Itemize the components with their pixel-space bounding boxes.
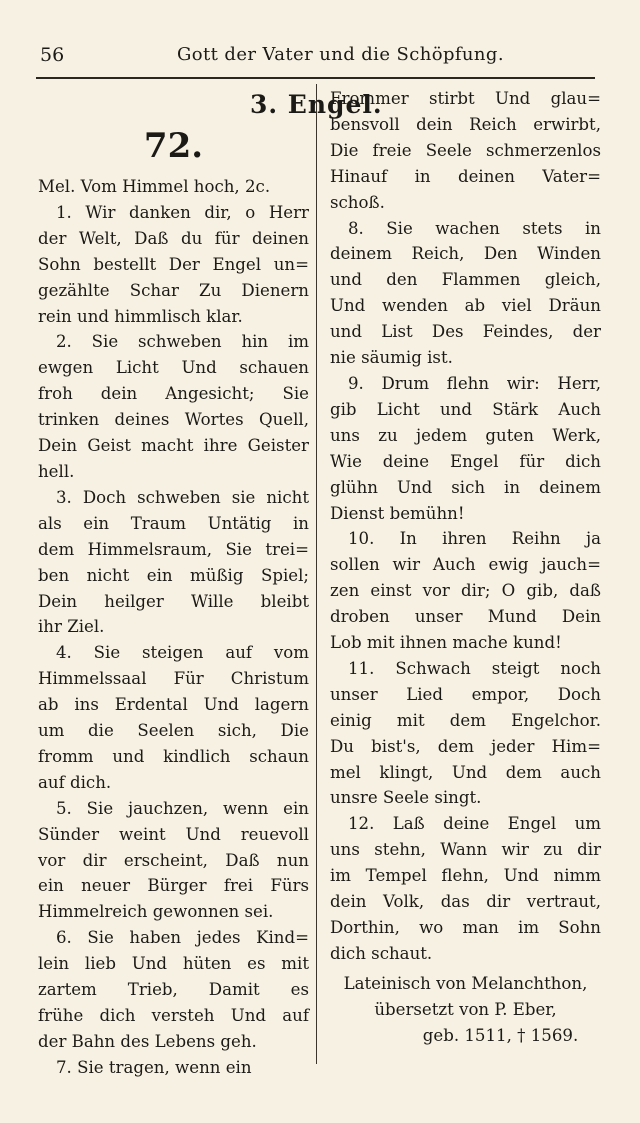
text-line: trinken deines Wortes Quell, (38, 410, 309, 430)
text-line: 10. In ihren Reihn ja (348, 529, 601, 549)
text-line: Hinauf in deinen Vater= (330, 166, 601, 186)
text-line: unsre Seele singt. (330, 788, 482, 808)
text-line: Dorthin, wo man im Sohn (330, 918, 601, 937)
text-line: Du bist's, dem jeder Him= (330, 736, 601, 756)
text-line: lein lieb Und hüten es mit (38, 954, 309, 974)
text-line: uns zu jedem guten Werk, (330, 425, 601, 445)
text-line: 8. Sie wachen stets in (348, 218, 601, 238)
text-line: 3. Doch schweben sie nicht (56, 487, 309, 507)
text-line: zartem Trieb, Damit es (38, 980, 309, 1000)
text-line: rein und himmlisch klar. (38, 306, 243, 326)
text-line: 7. Sie tragen, wenn ein (56, 1057, 252, 1077)
text-line: dein Volk, das dir vertraut, (330, 892, 601, 912)
text-line: 4. Sie steigen auf vom (56, 643, 309, 663)
text-line: dich schaut. (330, 943, 433, 963)
text-line: Sohn bestellt Der Engel un= (38, 254, 309, 274)
text-line: froh dein Angesicht; Sie (38, 384, 309, 404)
text-line: auf dich. (38, 772, 112, 792)
text-line: Himmelssaal Für Christum (38, 669, 309, 689)
text-line: Lob mit ihnen mache kund! (330, 633, 562, 653)
text-line: frühe dich versteh Und auf (38, 1006, 309, 1025)
text-line: und List Des Feindes, der (330, 322, 601, 342)
header-rule (36, 77, 595, 79)
left-column (38, 86, 309, 1081)
text-line: ab ins Erdental Und lagern (38, 695, 309, 715)
text-line: bensvoll dein Reich erwirbt, (330, 114, 601, 134)
text-line: mel klingt, Und dem auch (330, 762, 601, 782)
text-line: fromm und kindlich schaun (38, 746, 309, 766)
text-line: deinem Reich, Den Winden (330, 244, 601, 264)
text-line: 12. Laß deine Engel um (348, 814, 601, 834)
text-line: 1. Wir danken dir, o Herr (56, 202, 309, 222)
attribution-line: geb. 1511, † 1569. (422, 1025, 579, 1045)
text-line: uns stehn, Wann wir zu dir (330, 840, 601, 860)
text-line: Wie deine Engel für dich (330, 451, 601, 471)
text-line: zen einst vor dir; O gib, daß (330, 581, 601, 601)
attribution-line: Lateinisch von Melanchthon, (343, 973, 588, 993)
text-line: unser Lied empor, Doch (330, 684, 601, 704)
text-line: 11. Schwach steigt noch (348, 658, 601, 678)
text-line: Frommer stirbt Und glau= (330, 89, 601, 108)
text-line: Und wenden ab viel Dräun (330, 296, 601, 316)
page-header (36, 42, 595, 74)
text-line: der Bahn des Lebens geh. (38, 1031, 257, 1051)
text-line: Die freie Seele schmerzenlos (330, 140, 601, 160)
text-line: und den Flammen gleich, (330, 270, 601, 290)
text-line: ein neuer Bürger frei Fürs (38, 876, 309, 896)
text-line: der Welt, Daß du für deinen (38, 228, 309, 248)
text-line: 6. Sie haben jedes Kind= (56, 928, 309, 948)
text-line: schoß. (330, 192, 385, 212)
right-column-text (330, 86, 601, 967)
text-line: 5. Sie jauchzen, wenn ein (56, 798, 309, 818)
text-line: Himmelreich gewonnen sei. (38, 902, 274, 922)
text-line: glühn Und sich in deinem (330, 477, 601, 497)
text-line: Dein Geist macht ihre Geister (38, 436, 309, 456)
left-column-text (38, 174, 309, 1081)
text-line: ben nicht ein müßig Spiel; (38, 565, 309, 585)
text-line: vor dir erscheint, Daß nun (38, 850, 309, 870)
text-line: dem Himmelsraum, Sie trei= (38, 539, 309, 559)
text-line: ihr Ziel. (38, 617, 105, 637)
text-line: Dein heilger Wille bleibt (38, 591, 309, 611)
text-line: 9. Drum flehn wir: Herr, (348, 373, 601, 393)
text-line: im Tempel flehn, Und nimm (330, 866, 601, 886)
text-line: um die Seelen sich, Die (38, 721, 309, 741)
right-column (330, 86, 601, 1049)
text-line: gib Licht und Stärk Auch (330, 399, 601, 419)
hymn-number: 72. (143, 126, 204, 166)
running-title: Gott der Vater und die Schöpfung. (177, 44, 504, 65)
section-title: 3. Engel. (250, 90, 383, 119)
attribution-line: übersetzt von P. Eber, (374, 999, 557, 1019)
text-line: ewgen Licht Und schauen (38, 358, 309, 378)
text-line: gezählte Schar Zu Dienern (38, 280, 309, 300)
text-line: sollen wir Auch ewig jauch= (330, 555, 601, 575)
text-line: 2. Sie schweben hin im (56, 332, 309, 352)
text-line: hell. (38, 461, 75, 481)
text-line: nie säumig ist. (330, 348, 453, 368)
text-line: droben unser Mund Dein (330, 607, 601, 627)
text-line: Mel. Vom Himmel hoch, 2c. (38, 177, 271, 196)
column-divider (316, 84, 317, 1064)
page-number: 56 (40, 44, 65, 66)
text-line: einig mit dem Engelchor. (330, 710, 601, 730)
text-line: Dienst bemühn! (330, 503, 465, 523)
text-line: Sünder weint Und reuevoll (38, 824, 309, 844)
text-line: als ein Traum Untätig in (38, 513, 309, 533)
attribution (330, 971, 601, 1049)
